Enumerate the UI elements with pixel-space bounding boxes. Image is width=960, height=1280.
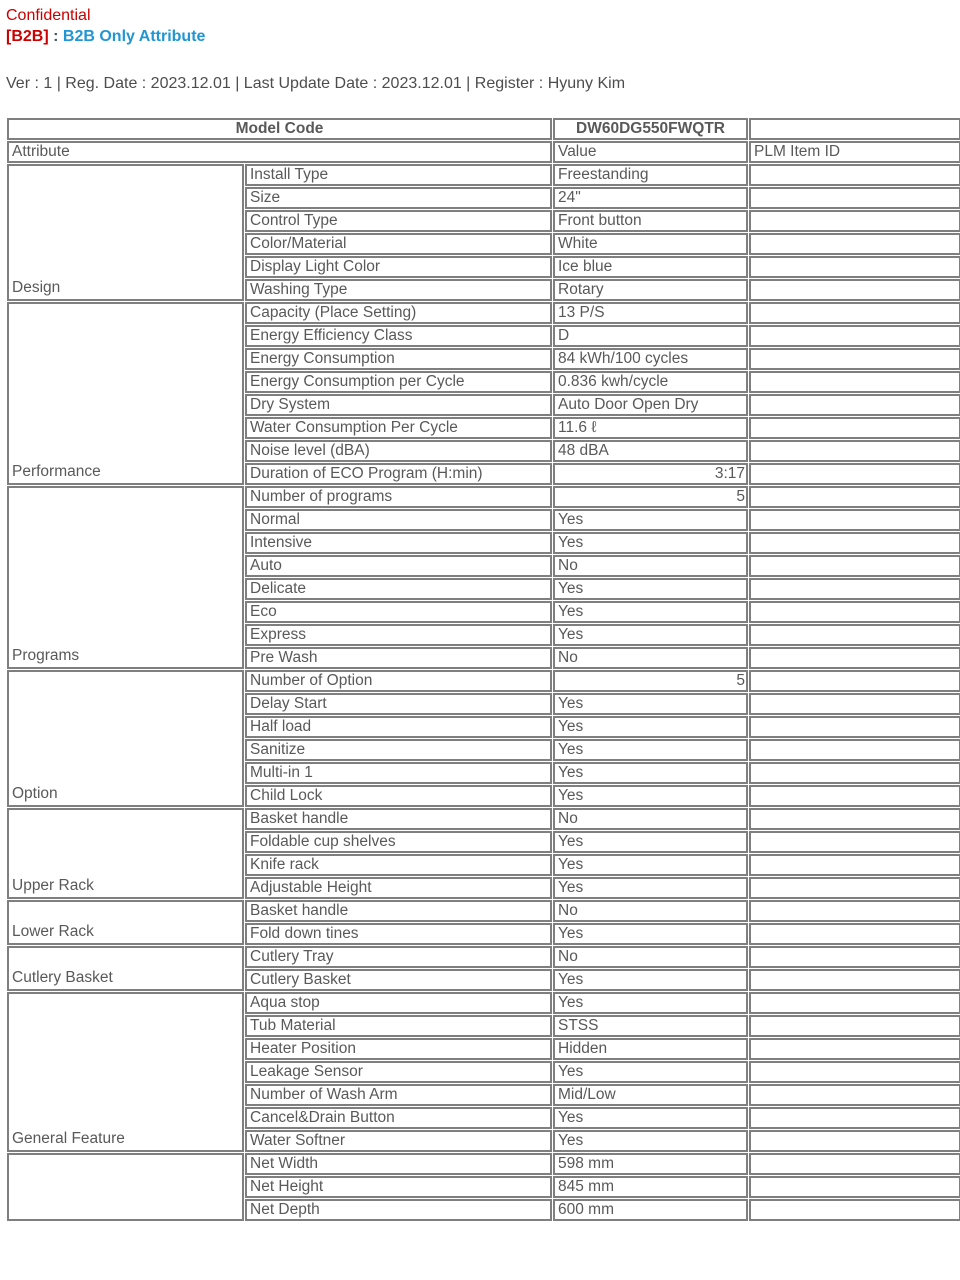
attribute-column-header: Attribute xyxy=(7,141,552,163)
plm-item-id-cell xyxy=(749,532,960,554)
attribute-cell: Cutlery Basket xyxy=(245,969,552,991)
value-cell: 5 xyxy=(553,670,748,692)
plm-item-id-cell xyxy=(749,325,960,347)
spec-row xyxy=(7,946,960,968)
value-cell: 600 mm xyxy=(553,1199,748,1221)
value-cell: No xyxy=(553,900,748,922)
value-cell: Yes xyxy=(553,877,748,899)
plm-item-id-cell xyxy=(749,371,960,393)
plm-item-id-cell xyxy=(749,762,960,784)
value-cell: 598 mm xyxy=(553,1153,748,1175)
spec-row xyxy=(7,164,960,186)
plm-item-id-cell xyxy=(749,187,960,209)
value-cell: Yes xyxy=(553,693,748,715)
value-cell: Yes xyxy=(553,762,748,784)
plm-item-id-cell xyxy=(749,1015,960,1037)
plm-item-id-cell xyxy=(749,210,960,232)
value-cell: Yes xyxy=(553,1130,748,1152)
value-cell: Yes xyxy=(553,624,748,646)
plm-item-id-cell xyxy=(749,624,960,646)
attribute-cell: Delicate xyxy=(245,578,552,600)
plm-item-id-cell xyxy=(749,808,960,830)
attribute-cell: Delay Start xyxy=(245,693,552,715)
attribute-cell: Multi-in 1 xyxy=(245,762,552,784)
value-cell: Front button xyxy=(553,210,748,232)
plm-item-id-cell xyxy=(749,486,960,508)
attribute-cell: Foldable cup shelves xyxy=(245,831,552,853)
attribute-cell: Aqua stop xyxy=(245,992,552,1014)
spec-row xyxy=(7,992,960,1014)
value-cell: Yes xyxy=(553,1061,748,1083)
value-cell: Freestanding xyxy=(553,164,748,186)
plm-item-id-cell xyxy=(749,256,960,278)
plm-item-id-cell xyxy=(749,1199,960,1221)
value-cell: D xyxy=(553,325,748,347)
value-cell: Rotary xyxy=(553,279,748,301)
attribute-cell: Water Consumption Per Cycle xyxy=(245,417,552,439)
attribute-cell: Number of Option xyxy=(245,670,552,692)
attribute-cell: Basket handle xyxy=(245,808,552,830)
plm-item-id-cell xyxy=(749,900,960,922)
attribute-cell: Washing Type xyxy=(245,279,552,301)
attribute-cell: Fold down tines xyxy=(245,923,552,945)
value-cell: 84 kWh/100 cycles xyxy=(553,348,748,370)
value-cell: Yes xyxy=(553,509,748,531)
plm-item-id-cell xyxy=(749,946,960,968)
plm-item-id-cell xyxy=(749,1084,960,1106)
attribute-cell: Energy Consumption per Cycle xyxy=(245,371,552,393)
plm-item-id-cell xyxy=(749,969,960,991)
plm-item-id-column-header: PLM Item ID xyxy=(749,141,960,163)
model-code-value: DW60DG550FWQTR xyxy=(553,118,748,140)
value-cell: 24" xyxy=(553,187,748,209)
value-cell: Yes xyxy=(553,831,748,853)
plm-item-id-cell xyxy=(749,785,960,807)
category-cell: General Feature xyxy=(7,992,244,1152)
attribute-cell: Display Light Color xyxy=(245,256,552,278)
plm-item-id-cell xyxy=(749,302,960,324)
attribute-cell: Normal xyxy=(245,509,552,531)
value-cell: 11.6 ℓ xyxy=(553,417,748,439)
plm-item-id-cell xyxy=(749,739,960,761)
attribute-cell: Cutlery Tray xyxy=(245,946,552,968)
value-cell: Yes xyxy=(553,992,748,1014)
plm-item-id-cell xyxy=(749,417,960,439)
attribute-cell: Heater Position xyxy=(245,1038,552,1060)
model-code-empty-cell xyxy=(749,118,960,140)
attribute-cell: Install Type xyxy=(245,164,552,186)
value-cell: No xyxy=(553,555,748,577)
spec-row xyxy=(7,670,960,692)
plm-item-id-cell xyxy=(749,463,960,485)
attribute-cell: Intensive xyxy=(245,532,552,554)
plm-item-id-cell xyxy=(749,831,960,853)
attribute-cell: Cancel&Drain Button xyxy=(245,1107,552,1129)
category-cell: Performance xyxy=(7,302,244,485)
plm-item-id-cell xyxy=(749,877,960,899)
value-cell: Yes xyxy=(553,923,748,945)
attribute-cell: Tub Material xyxy=(245,1015,552,1037)
attribute-cell: Noise level (dBA) xyxy=(245,440,552,462)
value-cell: 0.836 kwh/cycle xyxy=(553,371,748,393)
plm-item-id-cell xyxy=(749,923,960,945)
plm-item-id-cell xyxy=(749,670,960,692)
value-cell: No xyxy=(553,808,748,830)
attribute-cell: Half load xyxy=(245,716,552,738)
attribute-cell: Basket handle xyxy=(245,900,552,922)
value-cell: Yes xyxy=(553,785,748,807)
attribute-cell: Express xyxy=(245,624,552,646)
value-cell: Yes xyxy=(553,969,748,991)
spec-row xyxy=(7,302,960,324)
category-cell: Lower Rack xyxy=(7,900,244,945)
attribute-cell: Net Width xyxy=(245,1153,552,1175)
confidential-label: Confidential xyxy=(6,7,91,24)
plm-item-id-cell xyxy=(749,394,960,416)
attribute-cell: Duration of ECO Program (H:min) xyxy=(245,463,552,485)
value-cell: Yes xyxy=(553,1107,748,1129)
value-cell: Yes xyxy=(553,716,748,738)
plm-item-id-cell xyxy=(749,1061,960,1083)
category-cell xyxy=(7,1153,244,1221)
attribute-cell: Pre Wash xyxy=(245,647,552,669)
attribute-cell: Water Softner xyxy=(245,1130,552,1152)
attribute-cell: Adjustable Height xyxy=(245,877,552,899)
value-cell: Yes xyxy=(553,532,748,554)
plm-item-id-cell xyxy=(749,647,960,669)
model-code-row xyxy=(7,118,960,140)
column-header-row xyxy=(7,141,960,163)
value-cell: Auto Door Open Dry xyxy=(553,394,748,416)
spec-row xyxy=(7,900,960,922)
plm-item-id-cell xyxy=(749,164,960,186)
category-cell: Design xyxy=(7,164,244,301)
attribute-cell: Control Type xyxy=(245,210,552,232)
b2b-label: B2B Only Attribute xyxy=(62,28,206,45)
attribute-cell: Eco xyxy=(245,601,552,623)
value-cell: Yes xyxy=(553,578,748,600)
plm-item-id-cell xyxy=(749,992,960,1014)
category-cell: Upper Rack xyxy=(7,808,244,899)
attribute-cell: Number of programs xyxy=(245,486,552,508)
plm-item-id-cell xyxy=(749,440,960,462)
attribute-cell: Color/Material xyxy=(245,233,552,255)
value-cell: Yes xyxy=(553,739,748,761)
plm-item-id-cell xyxy=(749,1130,960,1152)
value-cell: 48 dBA xyxy=(553,440,748,462)
value-column-header: Value xyxy=(553,141,748,163)
spec-table xyxy=(6,117,960,1222)
value-cell: 845 mm xyxy=(553,1176,748,1198)
b2b-separator: : xyxy=(48,28,63,45)
value-cell: STSS xyxy=(553,1015,748,1037)
value-cell: 3:17 xyxy=(553,463,748,485)
spec-row xyxy=(7,1153,960,1175)
attribute-cell: Net Depth xyxy=(245,1199,552,1221)
plm-item-id-cell xyxy=(749,716,960,738)
attribute-cell: Net Height xyxy=(245,1176,552,1198)
attribute-cell: Dry System xyxy=(245,394,552,416)
value-cell: Yes xyxy=(553,601,748,623)
plm-item-id-cell xyxy=(749,1176,960,1198)
value-cell: Hidden xyxy=(553,1038,748,1060)
value-cell: Ice blue xyxy=(553,256,748,278)
attribute-cell: Leakage Sensor xyxy=(245,1061,552,1083)
attribute-cell: Capacity (Place Setting) xyxy=(245,302,552,324)
spec-row xyxy=(7,808,960,830)
plm-item-id-cell xyxy=(749,233,960,255)
value-cell: No xyxy=(553,946,748,968)
attribute-cell: Sanitize xyxy=(245,739,552,761)
plm-item-id-cell xyxy=(749,1153,960,1175)
plm-item-id-cell xyxy=(749,601,960,623)
attribute-cell: Knife rack xyxy=(245,854,552,876)
attribute-cell: Child Lock xyxy=(245,785,552,807)
plm-item-id-cell xyxy=(749,279,960,301)
value-cell: No xyxy=(553,647,748,669)
plm-item-id-cell xyxy=(749,1107,960,1129)
attribute-cell: Energy Efficiency Class xyxy=(245,325,552,347)
attribute-cell: Auto xyxy=(245,555,552,577)
attribute-cell: Size xyxy=(245,187,552,209)
attribute-cell: Energy Consumption xyxy=(245,348,552,370)
value-cell: 5 xyxy=(553,486,748,508)
model-code-header: Model Code xyxy=(7,118,552,140)
category-cell: Programs xyxy=(7,486,244,669)
attribute-cell: Number of Wash Arm xyxy=(245,1084,552,1106)
plm-item-id-cell xyxy=(749,578,960,600)
value-cell: Yes xyxy=(553,854,748,876)
plm-item-id-cell xyxy=(749,854,960,876)
plm-item-id-cell xyxy=(749,693,960,715)
b2b-note xyxy=(6,26,960,48)
spec-row xyxy=(7,486,960,508)
plm-item-id-cell xyxy=(749,348,960,370)
category-cell: Option xyxy=(7,670,244,807)
category-cell: Cutlery Basket xyxy=(7,946,244,991)
value-cell: Mid/Low xyxy=(553,1084,748,1106)
version-meta-line: Ver : 1 | Reg. Date : 2023.12.01 | Last Update Date : 2023.12.01 | Register : Hyuny Kim xyxy=(6,75,626,92)
plm-item-id-cell xyxy=(749,1038,960,1060)
plm-item-id-cell xyxy=(749,555,960,577)
value-cell: White xyxy=(553,233,748,255)
plm-item-id-cell xyxy=(749,509,960,531)
spec-table-body xyxy=(7,164,960,1221)
value-cell: 13 P/S xyxy=(553,302,748,324)
b2b-tag: [B2B] xyxy=(6,28,49,45)
